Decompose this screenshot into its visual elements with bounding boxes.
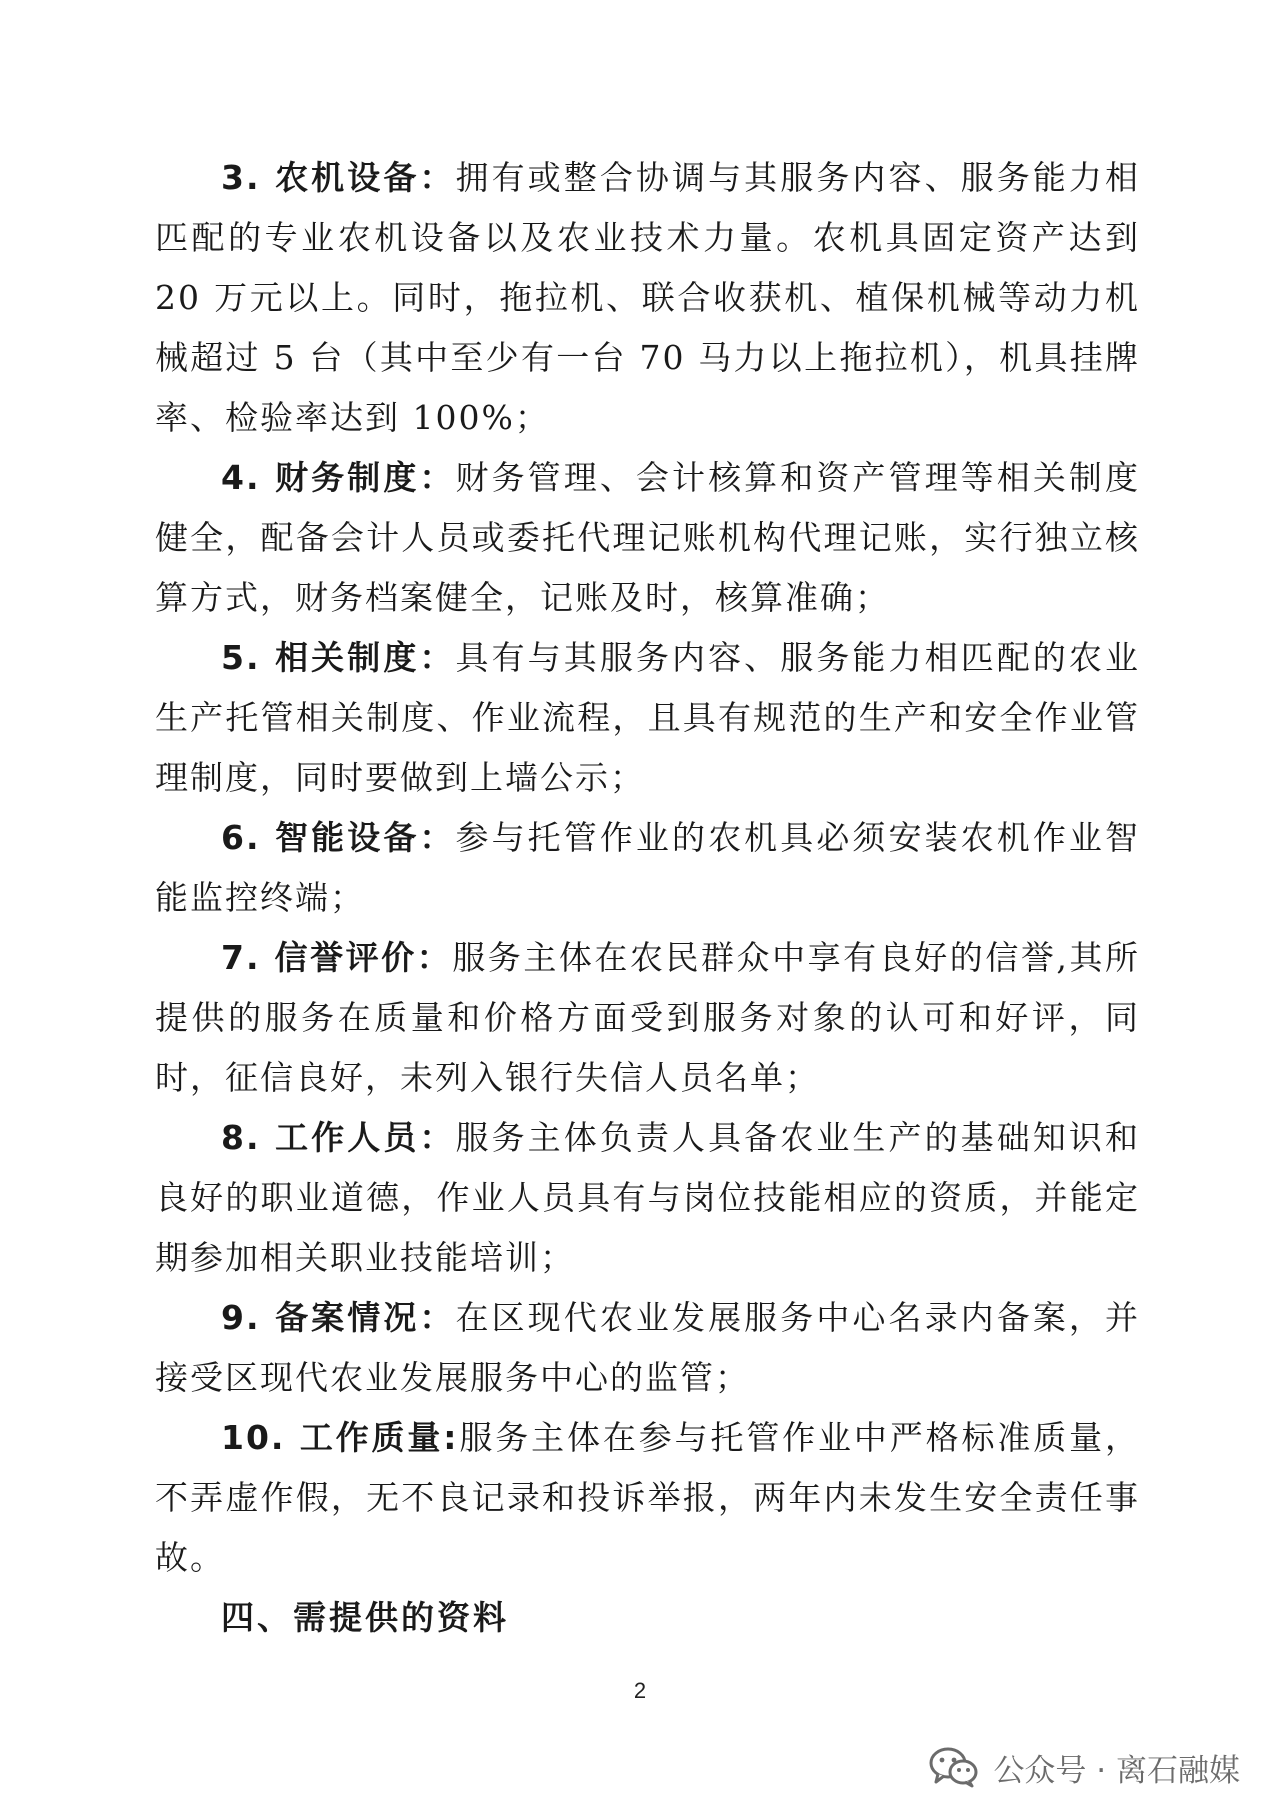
watermark-text: 公众号 · 离石融媒 (993, 1752, 1240, 1789)
paragraph-filing (155, 1288, 1140, 1408)
document-body (155, 148, 1140, 1648)
section-heading: 四、需提供的资料 (221, 1598, 509, 1637)
paragraph-text: 具有与其服务内容、服务能力相匹配的农业生产托管相关制度、作业流程，且具有规范的生产和安全作业管理制度，同时要做到上墙公示； (155, 638, 1140, 797)
paragraph-smart-equipment (155, 808, 1140, 928)
paragraph-text: 在区现代农业发展服务中心名录内备案，并接受区现代农业发展服务中心的监管； (155, 1298, 1140, 1397)
paragraph-staff (155, 1108, 1140, 1288)
paragraph-lead: 3. 农机设备： (221, 158, 456, 197)
paragraph-text: 服务主体在农民群众中享有良好的信誉,其所提供的服务在质量和价格方面受到服务对象的认可和好评，同时，征信良好，未列入银行失信人员名单； (155, 938, 1140, 1097)
paragraph-lead: 4. 财务制度： (221, 458, 456, 497)
paragraph-text: 拥有或整合协调与其服务内容、服务能力相匹配的专业农机设备以及农业技术力量。农机具固定资产达到 20 万元以上。同时，拖拉机、联合收获机、植保机械等动力机械超过 5 台（其中至少有一台 70 马力以上拖拉机），机具挂牌率、检验率达到 100%； (155, 158, 1140, 437)
paragraph-finance-system (155, 448, 1140, 628)
page-number: 2 (633, 1678, 647, 1703)
watermark (929, 1742, 1240, 1792)
paragraph-lead: 6. 智能设备： (221, 818, 456, 857)
wechat-icon (929, 1746, 979, 1788)
paragraph-text: 服务主体负责人具备农业生产的基础知识和良好的职业道德，作业人员具有与岗位技能相应的资质，并能定期参加相关职业技能培训； (155, 1118, 1140, 1277)
paragraph-text: 参与托管作业的农机具必须安装农机作业智能监控终端； (155, 818, 1140, 917)
paragraph-lead: 10. 工作质量: (221, 1418, 459, 1457)
paragraph-text: 财务管理、会计核算和资产管理等相关制度健全，配备会计人员或委托代理记账机构代理记账，实行独立核算方式，财务档案健全，记账及时，核算准确； (155, 458, 1140, 617)
paragraph-related-system (155, 628, 1140, 808)
paragraph-lead: 7. 信誉评价： (221, 938, 453, 977)
paragraph-farm-machinery (155, 148, 1140, 448)
paragraph-work-quality (155, 1408, 1140, 1588)
paragraph-lead: 9. 备案情况： (221, 1298, 456, 1337)
paragraph-lead: 8. 工作人员： (221, 1118, 456, 1157)
paragraph-credit-evaluation (155, 928, 1140, 1108)
paragraph-text: 服务主体在参与托管作业中严格标准质量，不弄虚作假，无不良记录和投诉举报，两年内未发生安全责任事故。 (155, 1418, 1141, 1577)
paragraph-lead: 5. 相关制度： (221, 638, 456, 677)
